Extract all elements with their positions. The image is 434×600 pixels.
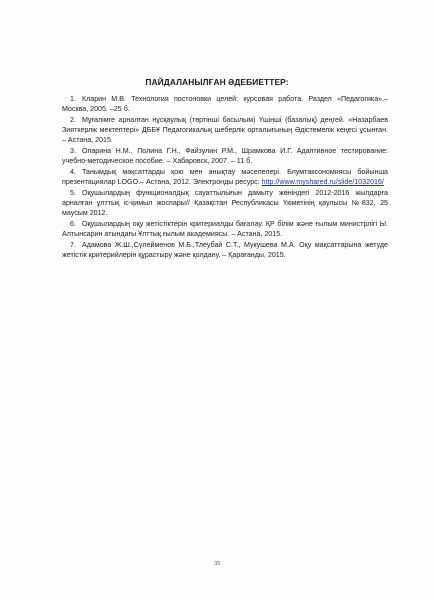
reference-number: 6. bbox=[70, 219, 76, 228]
reference-text: Оқушылардың оқу жетістіктерін критериалды бағалау. ҚР білім және ғылым министрлігі Ы. Алтынсарин атындағы Ұлттық ғылым академиясы. – Астана, 2015. bbox=[62, 219, 388, 239]
reference-number: 1. bbox=[70, 95, 76, 103]
reference-item-4 bbox=[62, 167, 388, 187]
reference-number: 3. bbox=[70, 147, 76, 156]
reference-link[interactable]: http://www.myshared.ru/slide/1032016/ bbox=[261, 178, 384, 187]
reference-item-3 bbox=[62, 146, 388, 166]
reference-item-7 bbox=[62, 240, 388, 260]
reference-text: Опарина Н.М., Полина Г.Н., Файзулин Р.М., Шрамкова И.Г. Адаптивное тестирование: учебно-методическое пособие. – Хабаровск, 2007. – 11 б. bbox=[62, 147, 388, 166]
reference-text: Оқушылардың функционалдық сауаттылығын дамыту жөніндегі 2012-2016 жылдарға арналған ұлттық іс-қимыл жоспары// Қазақстан Республикасы Үкіметінің қаулысы №832, 25 маусым 2012. bbox=[62, 188, 388, 218]
reference-number: 5. bbox=[70, 188, 76, 197]
page-title: ПАЙДАЛАНЫЛҒАН ӘДЕБИЕТТЕР: bbox=[145, 77, 289, 87]
reference-item-6 bbox=[62, 219, 388, 239]
reference-text: Танымдық мақсаттарды қою мен анықтау мәселелері. Блумтаксономиясы бойынша презентациялар LOGO.– Астана, 2012. Электронды ресурс: bbox=[62, 167, 388, 187]
reference-text: Адамова Ж.Ш.,Сүлейменов М.Б.,Тлеубай С.Т., Мукушева М.А. Оқу мақсаттарына жетуде жетістік критерийлерін құрастыру және қолдану. – Қарағанды, 2015. bbox=[62, 240, 388, 260]
reference-number: 2. bbox=[70, 115, 76, 124]
reference-number: 4. bbox=[70, 167, 76, 176]
reference-item-5 bbox=[62, 188, 388, 219]
reference-item-1 bbox=[62, 94, 388, 114]
page-number: 35 bbox=[214, 561, 220, 567]
reference-item-2 bbox=[62, 115, 388, 146]
reference-number: 7. bbox=[70, 240, 76, 249]
reference-list bbox=[62, 94, 388, 261]
reference-text: Мұғалімге арналған нұсқаулық (төртінші басылым) Үшінші (базалық) деңгей. «Назарбаев Зияткерлік мектептері» ДББҰ Педагогикалық шеберлік орталығының Әдістемелік кеңесі ұсынған. – Астана, 2015. bbox=[62, 115, 388, 145]
reference-text: Кларин М.В. Технология постоновки целей: курсовая работа. Раздел «Педагогика».– Москва, 2005. –25 б. bbox=[62, 95, 388, 114]
